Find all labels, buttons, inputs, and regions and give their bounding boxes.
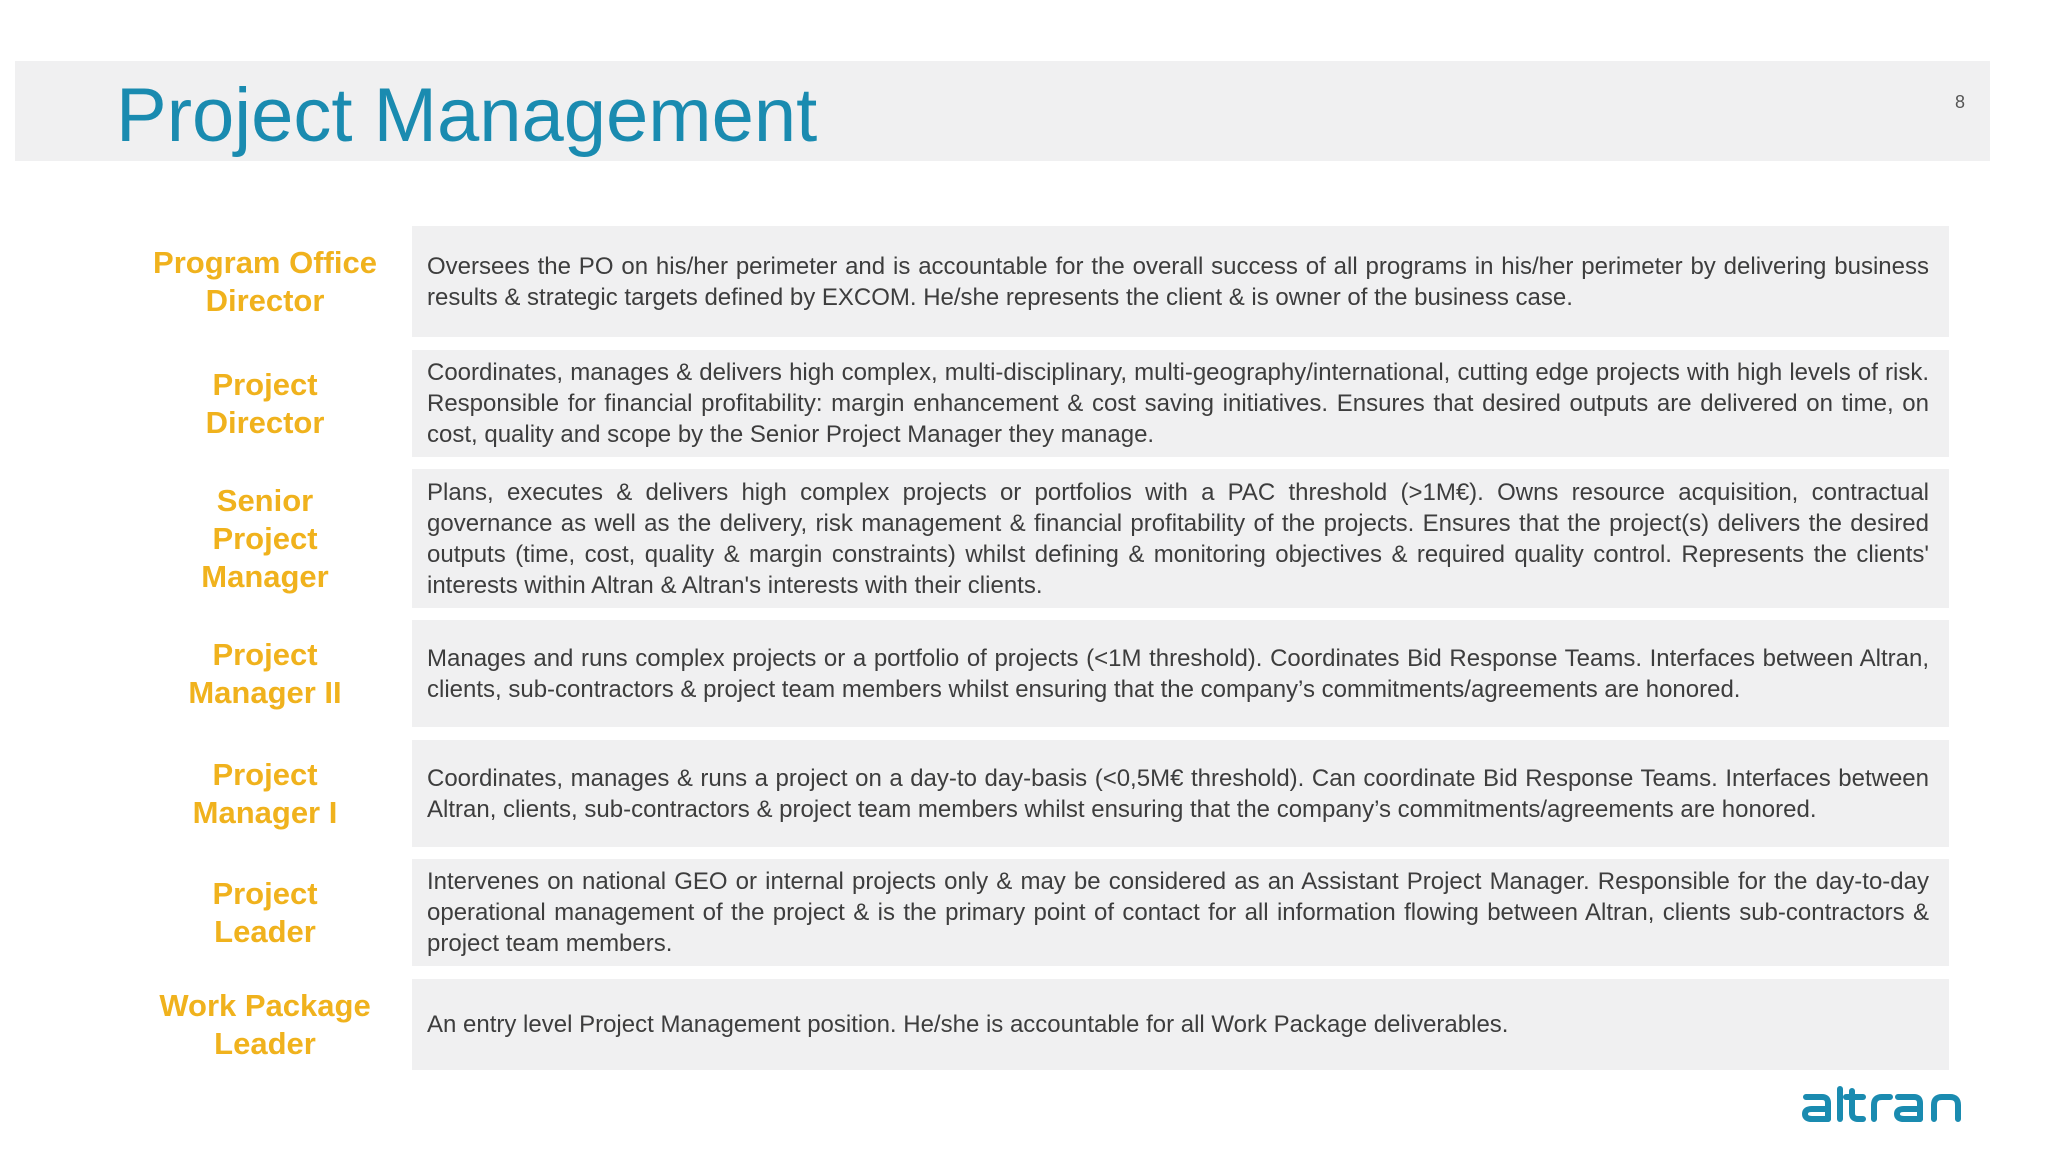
role-row-program-office-director (0, 226, 2048, 337)
role-description-box (412, 859, 1949, 966)
role-description: Plans, executes & delivers high complex projects or portfolios with a PAC threshold (>1M€). Owns resource acquisition, contractual governance as well as the delivery, risk management & financial profitability of the projects. Ensures that the project(s) delivers the desired outputs (time, cost, quality & margin constraints) whilst defining & monitoring objectives & required quality control. Represents the clients' interests within Altran & Altran's interests with their clients. (427, 478, 1929, 599)
role-description-box (412, 350, 1949, 457)
role-row-project-manager-ii (0, 620, 2048, 727)
role-description: Coordinates, manages & runs a project on a day-to day-basis (<0,5M€ threshold). Can coordinate Bid Response Teams. Interfaces between Altran, clients, sub-contractors & project team members whilst ensuring that the company’s commitments/agreements are honored. (427, 764, 1929, 823)
role-row-work-package-leader (0, 979, 2048, 1070)
role-description: Coordinates, manages & delivers high complex, multi-disciplinary, multi-geography/international, cutting edge projects with high levels of risk. Responsible for financial profitability: margin enhancement & cost saving initiatives. Ensures that desired outputs are delivered on time, on cost, quality and scope by the Senior Project Manager they manage. (427, 359, 1929, 448)
page-number: 8 (1954, 92, 1965, 112)
role-description-box (412, 226, 1949, 337)
role-row-project-manager-i (0, 740, 2048, 847)
role-title: Work Package Leader (159, 987, 371, 1061)
altran-logo (1800, 1085, 1992, 1125)
role-title: Project Director (205, 366, 325, 440)
role-description-box (412, 469, 1949, 608)
role-row-senior-project-manager (0, 469, 2048, 608)
role-description-box (412, 620, 1949, 727)
role-description: Oversees the PO on his/her perimeter and is accountable for the overall success of all programs in his/her perimeter by delivering business results & strategic targets defined by EXCOM. He/she represents the client & is owner of the business case. (427, 252, 1929, 311)
role-row-project-leader (0, 859, 2048, 966)
role-title: Project Leader (212, 875, 318, 949)
role-description-box (412, 979, 1949, 1070)
role-title: Project Manager II (188, 636, 342, 710)
page-title: Project Management (116, 73, 818, 158)
role-title: Senior Project Manager (201, 482, 329, 594)
role-description-box (412, 740, 1949, 847)
role-description: An entry level Project Management position. He/she is accountable for all Work Package deliverables. (427, 1011, 1509, 1038)
role-description: Manages and runs complex projects or a portfolio of projects (<1M threshold). Coordinates Bid Response Teams. Interfaces between Altran, clients, sub-contractors & project team members whilst ensuring that the company’s commitments/agreements are honored. (427, 644, 1929, 703)
role-title: Program Office Director (153, 244, 377, 318)
role-row-project-director (0, 350, 2048, 457)
role-title: Project Manager I (192, 756, 338, 830)
role-description: Intervenes on national GEO or internal projects only & may be considered as an Assistant Project Manager. Responsible for the day-to-day operational management of the project & is the primary point of contact for all information flowing between Altran, clients sub-contractors & project team members. (427, 868, 1929, 957)
